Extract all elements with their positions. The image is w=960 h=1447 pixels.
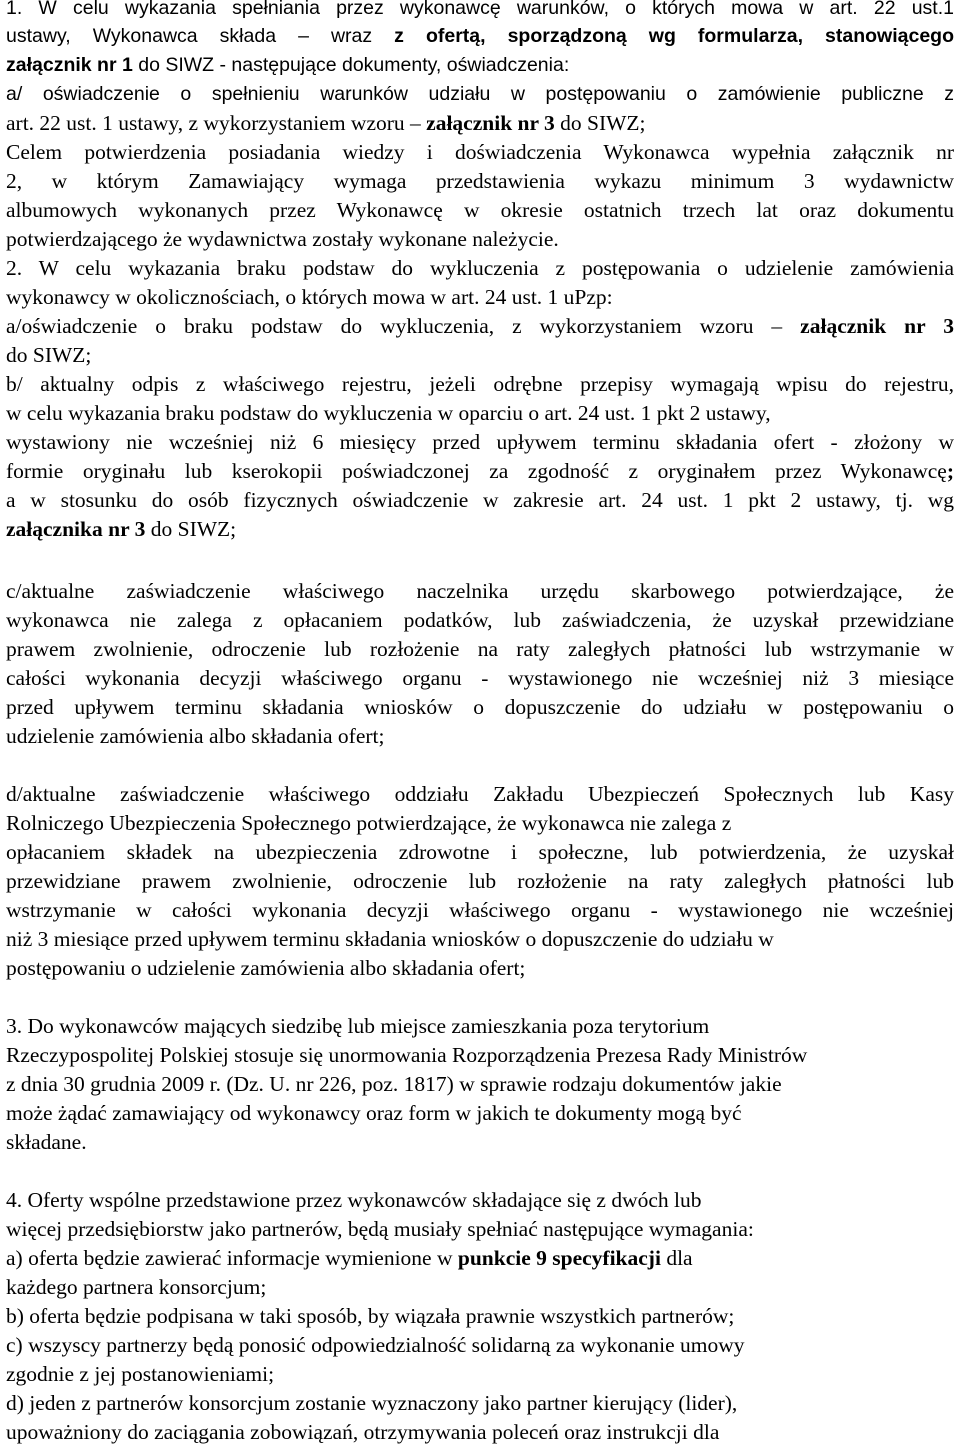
text-run: a) oferta będzie zawierać informacje wymienione w: [6, 1246, 458, 1270]
bold-text: załącznik nr 1: [6, 54, 133, 76]
section-1-line-9: potwierdzającego że wydawnictwa zostały wykonane należycie.: [6, 227, 559, 251]
section-1-line-6: Celem potwierdzenia posiadania wiedzy i doświadczenia Wykonawca wypełnia załącznik nr: [6, 140, 954, 164]
section-4-line-7: zgodnie z jej postanowieniami;: [6, 1362, 275, 1386]
section-1-line-4: a/ oświadczenie o spełnieniu warunków udziału w postępowaniu o zamówienie publiczne z: [6, 83, 954, 105]
section-2-d-line-4: przewidziane prawem zwolnienie, odroczenie lub rozłożenie na raty zaległych płatności lub: [6, 869, 954, 893]
section-2-line-5: b/ aktualny odpis z właściwego rejestru, jeżeli odrębne przepisy wymagają wpisu do rejestru,: [6, 372, 954, 396]
section-2-d-line-5: wstrzymanie w całości wykonania decyzji właściwego organu - wystawionego nie wcześniej: [6, 898, 954, 922]
bold-text: punkcie 9 specyfikacji: [457, 1246, 661, 1270]
section-2-d-line-6: niż 3 miesiące przed upływem terminu składania wniosków o dopuszczenie do udziału w: [6, 927, 774, 951]
section-1-line-1: 1. W celu wykazania spełniania przez wykonawcę warunków, o których mowa w art. 22 ust.1: [6, 0, 954, 19]
bold-text: załącznik nr 3: [800, 314, 954, 338]
section-4-line-1: 4. Oferty wspólne przedstawione przez wykonawców składające się z dwóch lub: [6, 1188, 702, 1212]
section-2-c-line-4: całości wykonania decyzji właściwego organu - wystawionego nie wcześniej niż 3 miesiące: [6, 666, 954, 690]
section-2-line-1: 2. W celu wykazania braku podstaw do wykluczenia z postępowania o udzielenie zamówienia: [6, 256, 954, 280]
section-4-line-4: każdego partnera konsorcjum;: [6, 1275, 267, 1299]
section-3-line-5: składane.: [6, 1130, 87, 1154]
section-3-line-3: z dnia 30 grudnia 2009 r. (Dz. U. nr 226, poz. 1817) w sprawie rodzaju dokumentów jakie: [6, 1072, 782, 1096]
section-2-d-line-3: opłacaniem składek na ubezpieczenia zdrowotne i społeczne, lub potwierdzenia, że uzyskał: [6, 840, 954, 864]
bold-text: z ofertą, sporządzoną wg formularza, stanowiącego: [394, 25, 954, 47]
section-3-line-1: 3. Do wykonawców mających siedzibę lub miejsce zamieszkania poza terytorium: [6, 1014, 710, 1038]
section-2-c-line-3: prawem zwolnienie, odroczenie lub rozłożenie na raty zaległych płatności lub wstrzymanie w: [6, 637, 954, 661]
section-2-c-line-6: udzielenie zamówienia albo składania ofert;: [6, 724, 385, 748]
section-2-c-line-5: przed upływem terminu składania wniosków o dopuszczenie do udziału w postępowaniu o: [6, 695, 954, 719]
section-1-line-5: [6, 109, 954, 138]
text-run: do SIWZ;: [554, 111, 646, 135]
bold-text: załącznika nr 3: [6, 517, 146, 541]
section-3-line-2: Rzeczypospolitej Polskiej stosuje się unormowania Rozporządzenia Prezesa Rady Ministrów: [6, 1043, 808, 1067]
section-2-line-4: do SIWZ;: [6, 343, 92, 367]
section-4-line-9: upoważniony do zaciągania zobowiązań, otrzymywania poleceń oraz instrukcji dla: [6, 1420, 720, 1444]
text-run: do SIWZ;: [145, 517, 237, 541]
text-run: a/oświadczenie o braku podstaw do wykluczenia, z wykorzystaniem wzoru –: [6, 314, 801, 338]
section-2-c-line-1: c/aktualne zaświadczenie właściwego naczelnika urzędu skarbowego potwierdzające, że: [6, 579, 954, 603]
section-3-line-4: może żądać zamawiający od wykonawcy oraz form w jakich te dokumenty mogą być: [6, 1101, 742, 1125]
section-4-line-6: c) wszyscy partnerzy będą ponosić odpowiedzialność solidarną za wykonanie umowy: [6, 1333, 745, 1357]
section-1-line-3: [6, 51, 954, 80]
text-run: art. 22 ust. 1 ustawy, z wykorzystaniem wzoru –: [6, 111, 427, 135]
text-run: dla: [660, 1246, 693, 1270]
section-2-c-line-2: wykonawca nie zalega z opłacaniem podatków, lub zaświadczenia, że uzyskał przewidziane: [6, 608, 954, 632]
section-1-line-2: [6, 22, 954, 51]
section-2-d-line-2: Rolniczego Ubezpieczenia Społecznego potwierdzające, że wykonawca nie zalega z: [6, 811, 732, 835]
section-2-line-7: wystawiony nie wcześniej niż 6 miesięcy przed upływem terminu składania ofert - złożony w: [6, 430, 954, 454]
section-2-line-3: [6, 312, 954, 341]
text-run: do SIWZ - następujące dokumenty, oświadczenia:: [132, 54, 570, 76]
bold-text: załącznik nr 3: [426, 111, 555, 135]
section-1-line-8: albumowych wykonanych przez Wykonawcę w okresie ostatnich trzech lat oraz dokumentu: [6, 198, 954, 222]
section-4-line-3: [6, 1244, 954, 1273]
section-2-d-line-7: postępowaniu o udzielenie zamówienia albo składania ofert;: [6, 956, 526, 980]
text-run: Wykonawca składa – wraz: [70, 25, 395, 47]
section-4-line-2: więcej przedsiębiorstw jako partnerów, będą musiały spełniać następujące wymagania:: [6, 1217, 754, 1241]
text-run: ustawy,: [6, 25, 71, 47]
section-1-line-7: 2, w którym Zamawiający wymaga przedstawienia wykazu minimum 3 wydawnictw: [6, 169, 954, 193]
bold-text: ;: [946, 459, 954, 483]
section-4-line-8: d) jeden z partnerów konsorcjum zostanie wyznaczony jako partner kierujący (lider),: [6, 1391, 738, 1415]
section-2-line-10: [6, 515, 954, 544]
section-2-d-line-1: d/aktualne zaświadczenie właściwego oddziału Zakładu Ubezpieczeń Społecznych lub Kasy: [6, 782, 954, 806]
section-2-line-2: wykonawcy w okolicznościach, o których mowa w art. 24 ust. 1 uPzp:: [6, 285, 613, 309]
section-2-line-9: a w stosunku do osób fizycznych oświadczenie w zakresie art. 24 ust. 1 pkt 2 ustawy, tj. wg: [6, 488, 954, 512]
section-2-line-6: w celu wykazania braku podstaw do wykluczenia w oparciu o art. 24 ust. 1 pkt 2 ustawy,: [6, 401, 771, 425]
section-4-line-5: b) oferta będzie podpisana w taki sposób, by wiązała prawnie wszystkich partnerów;: [6, 1304, 735, 1328]
section-2-line-8: [6, 457, 954, 486]
text-run: formie oryginału lub kserokopii poświadczonej za zgodność z oryginałem przez Wykonawcę: [6, 459, 947, 483]
